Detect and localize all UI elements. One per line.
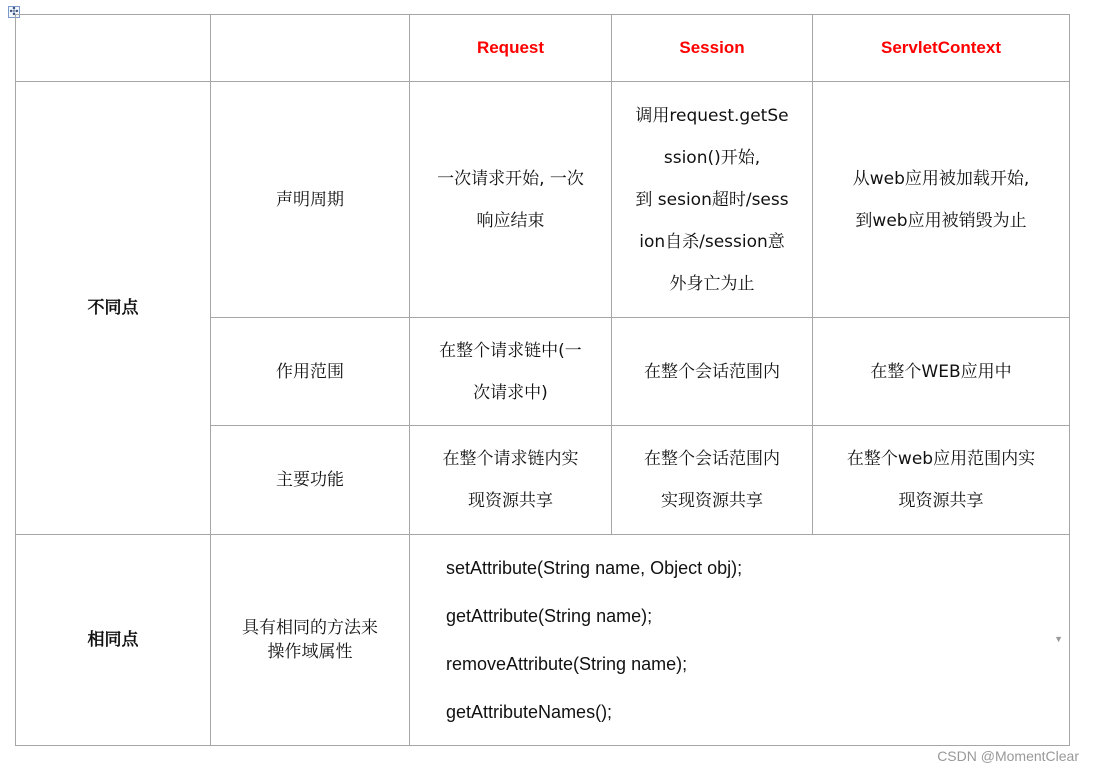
scope-servletcontext [813,318,1070,426]
lifecycle-servletcontext-line: 从web应用被加载开始, [852,168,1030,189]
scope-request [410,318,612,426]
aspect-function: 主要功能 [211,426,410,535]
similarities-aspect-line: 具有相同的方法来 [242,618,378,638]
scope-session-line: 在整个会话范围内 [644,361,780,382]
header-corner-left [16,15,211,82]
header-row [16,15,1070,82]
lifecycle-session [612,82,813,318]
scope-request-line: 次请求中) [473,382,548,403]
comparison-table [15,14,1070,746]
function-servletcontext-line: 现资源共享 [898,491,984,511]
similarities-aspect-line: 操作域属性 [267,642,353,662]
method-line: setAttribute(String name, Object obj); [446,558,743,578]
lifecycle-servletcontext-line: 到web应用被销毁为止 [855,210,1027,231]
function-request-line: 现资源共享 [468,491,553,511]
lifecycle-session-line: 外身亡为止 [669,273,755,294]
scope-servletcontext-line: 在整个WEB应用中 [870,361,1012,382]
dropdown-arrow-icon: ▼ [1054,634,1063,644]
shared-methods [410,535,1070,746]
scope-request-line: 在整个请求链中(一 [439,340,582,361]
move-arrows-icon[interactable]: ✣ [9,5,19,18]
method-line: removeAttribute(String name); [446,654,688,674]
function-session-line: 在整个会话范围内 [644,449,780,469]
lifecycle-session-line: 到 sesion超时/sess [635,189,789,210]
header-corner-mid [211,15,410,82]
scope-session [612,318,813,426]
function-request-line: 在整个请求链内实 [442,449,579,469]
function-request [410,426,612,535]
row-similarities [16,535,1070,746]
method-line: getAttributeNames(); [446,702,613,722]
aspect-scope: 作用范围 [211,318,410,426]
function-session [612,426,813,535]
group-differences: 不同点 [16,82,211,535]
function-servletcontext [813,426,1070,535]
aspect-lifecycle: 声明周期 [211,82,410,318]
aspect-similarities [211,535,410,746]
lifecycle-session-line: ion自杀/session意 [639,231,785,252]
lifecycle-session-line: 调用request.getSe [635,105,789,126]
function-servletcontext-line: 在整个web应用范围内实 [846,449,1036,469]
lifecycle-request-line: 响应结束 [476,210,545,231]
lifecycle-request [410,82,612,318]
lifecycle-session-line: ssion()开始, [663,147,761,168]
function-session-line: 实现资源共享 [661,491,763,511]
lifecycle-servletcontext [813,82,1070,318]
watermark: CSDN @MomentClear [937,748,1079,764]
header-servletcontext: ServletContext [813,15,1070,82]
row-lifecycle [16,82,1070,318]
header-request: Request [410,15,612,82]
lifecycle-request-line: 一次请求开始, 一次 [437,168,584,189]
group-similarities: 相同点 [16,535,211,746]
method-line: getAttribute(String name); [446,606,653,626]
header-session: Session [612,15,813,82]
